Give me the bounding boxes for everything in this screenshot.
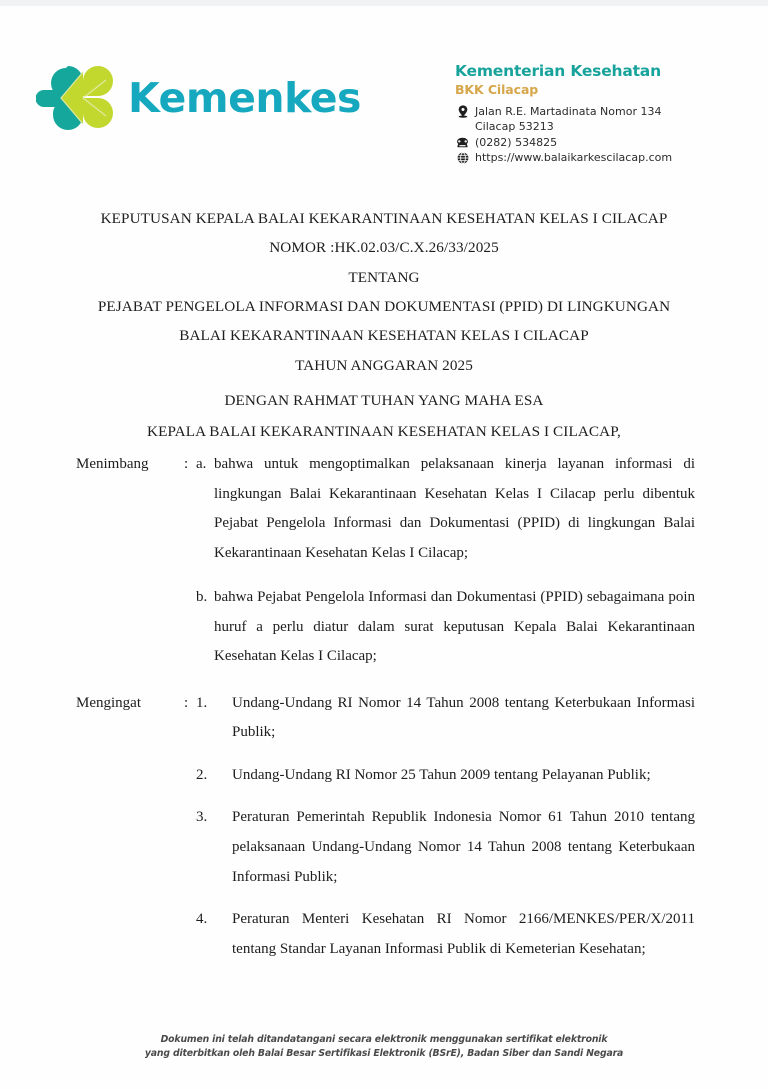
address-row-2 [455,119,755,135]
mengingat-colon-spacer [184,761,196,791]
kemenkes-clover-logo-icon [36,60,122,136]
spacer [0,892,768,905]
mengingat-colon: : [184,694,189,711]
document-number: NOMOR :HK.02.03/C.X.26/33/2025 [269,239,499,257]
organization-name: Kementerian Kesehatan [455,62,661,80]
address-line-2: Cilacap 53213 [475,120,554,134]
location-pin-icon [455,105,470,119]
phone-number: (0282) 534825 [475,135,558,149]
menimbang-group [0,450,768,672]
menimbang-item-b [0,583,768,672]
mengingat-text-3: Peraturan Pemerintah Republik Indonesia Nomor 61 Tahun 2010 tentang pelaksanaan Undang-Undang Nomor 14 Tahun 2008 tentang Keterbukaan Informasi Publik; [232,809,695,885]
menimbang-text-b: bahwa Pejabat Pengelola Informasi dan Dokumentasi (PPID) sebagaimana poin huruf a perlu diatur dalam surat keputusan Kepala Balai Kekarantinaan Kesehatan Kelas I Cilacap; [214,589,695,665]
footer-line-2: yang diterbitkan oleh Balai Besar Sertifikasi Elektronik (BSrE), Badan Siber dan Sandi Negara [144,1048,624,1060]
invocation-line-1: DENGAN RAHMAT TUHAN YANG MAHA ESA [224,392,544,409]
mengingat-item-3 [0,803,768,892]
title-tentang: TENTANG [348,268,420,286]
address-icon-spacer [455,120,470,134]
contact-block [455,62,755,166]
title-line-1: KEPUTUSAN KEPALA BALAI KEKARANTINAAN KESEHATAN KELAS I CILACAP [100,210,668,227]
mengingat-marker-3: 3. [196,809,208,826]
globe-icon [455,151,470,165]
invocation-line-2: KEPALA BALAI KEKARANTINAAN KESEHATAN KELAS I CILACAP, [147,423,621,441]
title-fiscal-year: TAHUN ANGGARAN 2025 [295,356,473,374]
spacer [0,748,768,761]
telephone-icon [455,136,470,150]
logo-wordmark: Kemenkes [128,73,361,122]
mengingat-group [0,689,768,964]
kemenkes-logo [36,60,361,136]
mengingat-label-spacer-3 [76,803,184,833]
spacer [0,672,768,689]
electronic-signature-notice [0,1033,768,1062]
mengingat-colon-spacer-4 [184,905,196,935]
letterhead [0,48,768,168]
mengingat-text-1: Undang-Undang RI Nomor 14 Tahun 2008 tentang Keterbukaan Informasi Publik; [232,694,695,741]
website-url[interactable]: https://www.balaikarkescilacap.com [475,151,673,165]
address-row [455,104,755,120]
footer-line-1: Dokumen ini telah ditandatangani secara elektronik menggunakan sertifikat elektronik [160,1034,608,1045]
menimbang-marker-a: a. [196,456,207,472]
mengingat-item-2 [0,761,768,791]
spacer [0,568,768,583]
menimbang-item-a [0,450,768,568]
mengingat-label-spacer [76,761,184,791]
mengingat-text-2: Undang-Undang RI Nomor 25 Tahun 2009 tentang Pelayanan Publik; [232,766,651,783]
invocation-block [36,385,732,447]
title-line-5: BALAI KEKARANTINAAN KESEHATAN KELAS I CILACAP [179,327,589,345]
unit-name: BKK Cilacap [455,82,539,98]
mengingat-marker-2: 2. [196,766,208,783]
mengingat-marker-4: 4. [196,911,208,928]
address-line-1: Jalan R.E. Martadinata Nomor 134 [475,104,662,118]
mengingat-label: Mengingat [76,694,141,711]
mengingat-colon-spacer-3 [184,803,196,833]
mengingat-item-4 [0,905,768,964]
mengingat-label-spacer-4 [76,905,184,935]
clauses-section [0,450,768,964]
menimbang-text-a: bahwa untuk mengoptimalkan pelaksanaan kinerja layanan informasi di lingkungan Balai Kekarantinaan Kesehatan Kelas I Cilacap perlu dibentuk Pejabat Pengelola Informasi dan Dokumentasi (PPID) di lingkungan Balai Kekarantinaan Kesehatan Kelas I Cilacap; [214,456,695,561]
menimbang-label-spacer [76,583,184,613]
menimbang-colon-spacer [184,583,196,613]
website-row [455,150,755,166]
title-line-4: PEJABAT PENGELOLA INFORMASI DAN DOKUMENTASI (PPID) DI LINGKUNGAN [97,297,671,315]
menimbang-marker-b: b. [196,589,208,606]
document-title-block [36,204,732,380]
menimbang-label: Menimbang [76,456,149,472]
mengingat-marker-1: 1. [196,694,208,711]
spacer [0,790,768,803]
mengingat-item-1 [0,689,768,748]
menimbang-colon: : [184,456,189,472]
phone-row [455,135,755,151]
mengingat-text-4: Peraturan Menteri Kesehatan RI Nomor 2166/MENKES/PER/X/2011 tentang Standar Layanan Informasi Publik di Kemeterian Kesehatan; [232,911,695,957]
